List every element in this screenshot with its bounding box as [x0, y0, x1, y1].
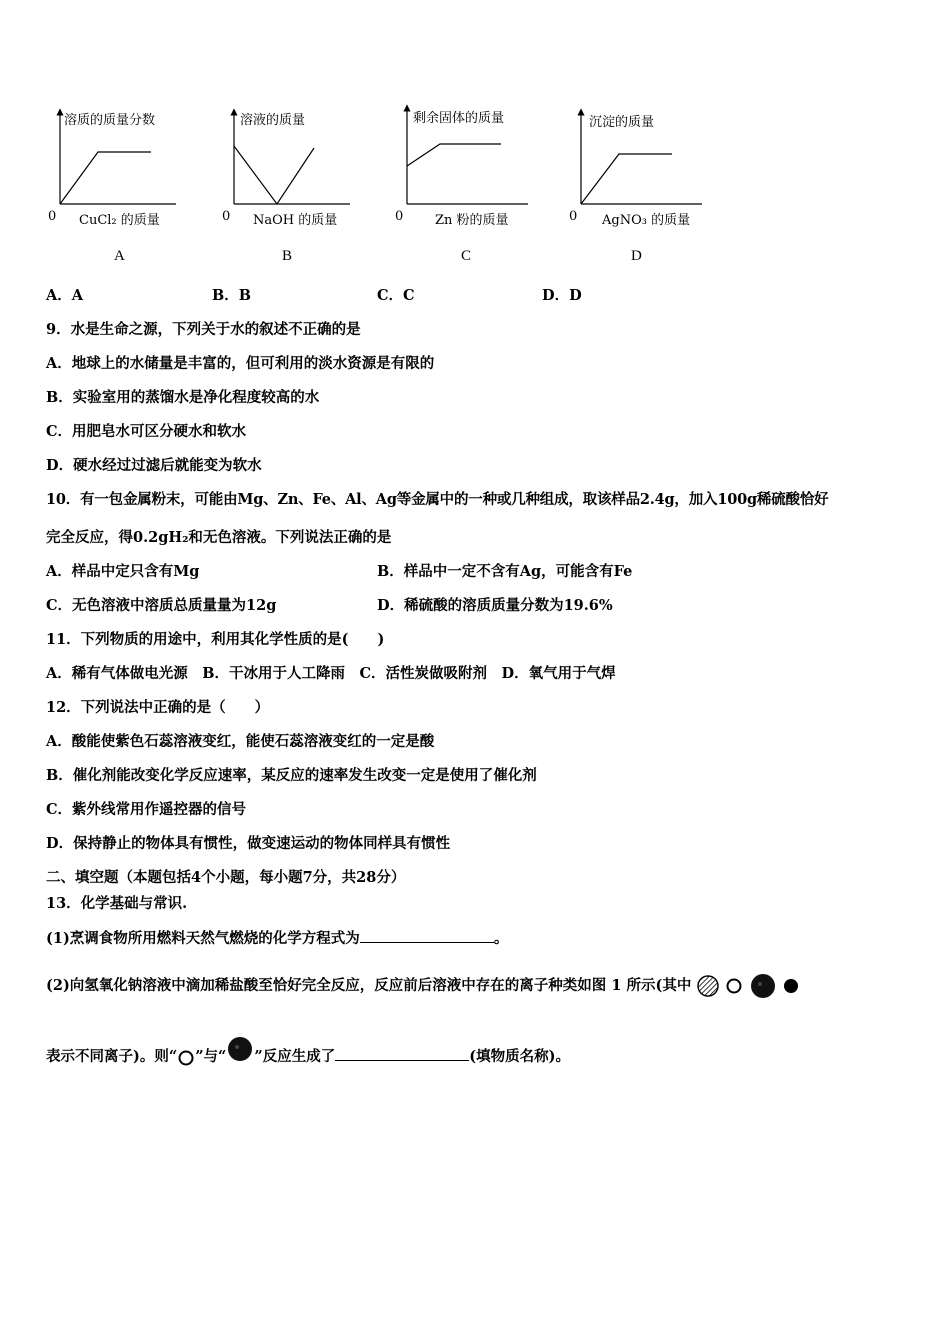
- q9-option-a: A．地球上的水储量是丰富的，但可利用的淡水资源是有限的: [46, 355, 435, 372]
- q9-option-d: D．硬水经过过滤后就能变为软水: [46, 457, 262, 474]
- q13-part2-text2b: ”与“: [195, 1048, 227, 1065]
- q13-part2-blank[interactable]: [335, 1046, 469, 1061]
- graph-d-caption: D: [631, 248, 642, 264]
- dark-large-ion-icon: [749, 972, 777, 1000]
- q12-option-a: A．酸能使紫色石蕊溶液变红，能使石蕊溶液变红的一定是酸: [46, 733, 435, 750]
- q10-option-d: D．稀硫酸的溶质质量分数为19.6%: [377, 597, 613, 614]
- q13-part2-text2d: (填物质名称)。: [469, 1048, 570, 1065]
- q11-options: A．稀有气体做电光源 B．干冰用于人工降雨 C．活性炭做吸附剂 D．氧气用于气焊: [46, 665, 616, 682]
- hatched-ion-icon: [696, 974, 720, 998]
- graph-b-caption: B: [282, 248, 293, 264]
- q13-part1: [46, 928, 508, 949]
- graph-a-y-label: 溶质的质量分数: [64, 113, 156, 128]
- q13-part2-text1: (2)向氢氧化钠溶液中滴加稀盐酸至恰好完全反应，反应前后溶液中存在的离子种类如图 1 所示(其中: [46, 977, 692, 994]
- q8-option-b: B．B: [212, 287, 252, 304]
- graph-d-x-label: AgNO₃ 的质量: [602, 213, 691, 228]
- q12-option-c: C．紫外线常用作遥控器的信号: [46, 801, 247, 818]
- graph-a-caption: A: [114, 248, 125, 264]
- q13-part1-prefix: (1)烹调食物所用燃料天然气燃烧的化学方程式为: [46, 930, 360, 947]
- q10-option-c: C．无色溶液中溶质总质量量为12g: [46, 597, 277, 614]
- q12-option-d: D．保持静止的物体具有惯性，做变速运动的物体同样具有惯性: [46, 835, 451, 852]
- q12-option-b: B．催化剂能改变化学反应速率，某反应的速率发生改变一定是使用了催化剂: [46, 767, 537, 784]
- q13-stem: 13．化学基础与常识.: [46, 895, 188, 912]
- hollow-ion-icon: [177, 1048, 195, 1066]
- graph-b: [220, 100, 360, 269]
- q13-part2-line2: [46, 1046, 570, 1067]
- dark-large-ion-icon: [226, 1037, 254, 1065]
- q13-part2-text2a: 表示不同离子)。则“: [46, 1048, 178, 1065]
- q8-option-d: D．D: [542, 287, 582, 304]
- graph-a: [46, 100, 186, 269]
- graph-b-y-label: 溶液的质量: [240, 113, 306, 128]
- q11-stem: 11．下列物质的用途中，利用其化学性质的是( ): [46, 631, 385, 648]
- q13-part1-suffix: 。: [493, 930, 509, 947]
- q8-option-a: A．A: [46, 287, 84, 304]
- q10-stem-line1: 10．有一包金属粉末，可能由Mg、Zn、Fe、Al、Ag等金属中的一种或几种组成，取该样品2.4g，加入100g稀硫酸恰好: [46, 491, 829, 508]
- graph-c-caption: C: [461, 248, 472, 264]
- graph-c: [393, 100, 543, 269]
- q13-part1-blank[interactable]: [360, 928, 494, 943]
- q9-option-b: B．实验室用的蒸馏水是净化程度较高的水: [46, 389, 320, 406]
- q13-part2-text2c: ”反应生成了: [254, 1048, 336, 1065]
- q9-option-c: C．用肥皂水可区分硬水和软水: [46, 423, 247, 440]
- graph-c-origin: 0: [395, 209, 404, 224]
- section-2-heading: 二、填空题（本题包括4个小题，每小题7分，共28分）: [46, 869, 406, 886]
- q9-stem: 9．水是生命之源，下列关于水的叙述不正确的是: [46, 321, 361, 338]
- q10-option-b: B．样品中一定不含有Ag，可能含有Fe: [377, 563, 633, 580]
- q10-stem-line2: 完全反应，得0.2gH₂和无色溶液。下列说法正确的是: [46, 529, 392, 546]
- q13-part2-line1: [46, 972, 800, 1000]
- graph-a-x-label: CuCl₂ 的质量: [79, 213, 160, 228]
- graph-d-y-label: 沉淀的质量: [589, 115, 655, 130]
- graph-c-y-label: 剩余固体的质量: [413, 111, 505, 126]
- graph-a-origin: 0: [48, 209, 57, 224]
- graph-d-origin: 0: [569, 209, 578, 224]
- hollow-ion-icon: [725, 977, 743, 995]
- graph-c-x-label: Zn 粉的质量: [435, 213, 509, 228]
- graph-b-x-label: NaOH 的质量: [253, 213, 338, 228]
- graph-d: [567, 100, 717, 269]
- q12-stem: 12．下列说法中正确的是（ ）: [46, 699, 270, 716]
- q8-option-c: C．C: [377, 287, 415, 304]
- black-ion-icon: [782, 977, 800, 995]
- graph-b-origin: 0: [222, 209, 231, 224]
- q10-option-a: A．样品中定只含有Mg: [46, 563, 200, 580]
